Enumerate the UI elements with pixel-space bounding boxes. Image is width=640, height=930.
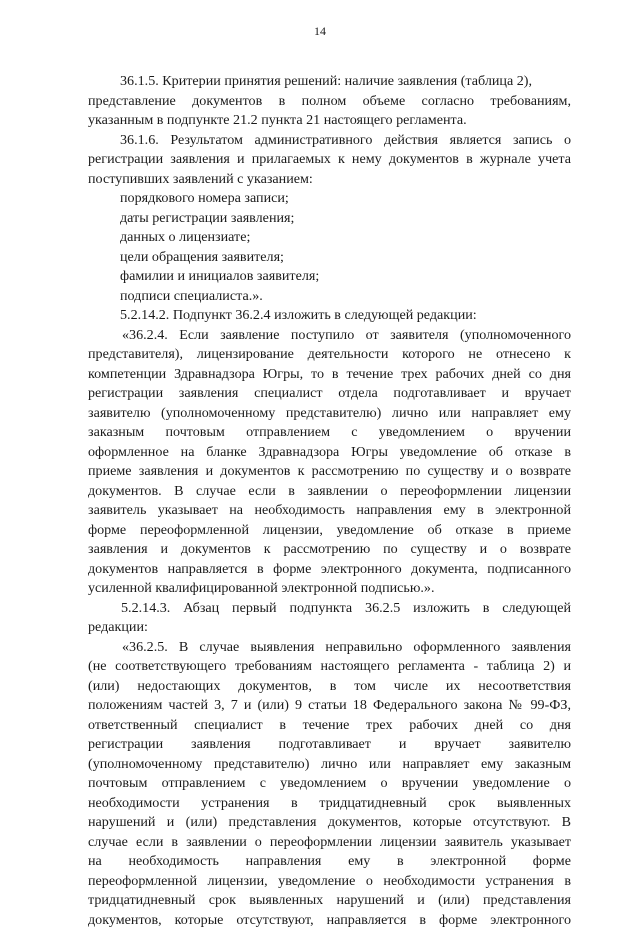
text-line: необходимости устранения в тридцатидневный срок выявленных xyxy=(88,794,571,814)
text-line: форме переоформленной лицензии, уведомление об отказе в приеме xyxy=(88,521,571,541)
text-line: «36.2.4. Если заявление поступило от заявителя (уполномоченного xyxy=(88,326,571,346)
list-item: порядкового номера записи; xyxy=(88,189,571,209)
text-line: регистрации заявления подготавливает и вручает заявителю xyxy=(88,735,571,755)
text-line: поступивших заявлений с указанием: xyxy=(88,170,571,190)
text-line: заявления и документов к рассмотрению по существу и о возврате xyxy=(88,540,571,560)
text-line: переоформленной лицензии, уведомление о необходимости устранения в xyxy=(88,872,571,892)
text-line: регистрации заявления и прилагаемых к нему документов в журнале учета xyxy=(88,150,571,170)
text-line: редакции: xyxy=(88,618,571,638)
text-line: компетенции Здравнадзора Югры, то в течение трех рабочих дней со дня xyxy=(88,365,571,385)
text-line: документов, которые отсутствуют, направляется в форме электронного xyxy=(88,911,571,930)
text-line: регистрации заявления специалист отдела подготавливает и вручает xyxy=(88,384,571,404)
document-body xyxy=(88,72,571,930)
text-line: оформленное на бланке Здравнадзора Югры уведомление об отказе в xyxy=(88,443,571,463)
text-line: почтовым отправлением с уведомлением о вручении уведомление о xyxy=(88,774,571,794)
text-line: на необходимость направления ему в электронной форме xyxy=(88,852,571,872)
text-line: (не соответствующего требованиям настоящего регламента - таблица 2) и xyxy=(88,657,571,677)
text-line: 36.1.5. Критерии принятия решений: наличие заявления (таблица 2), xyxy=(88,72,571,92)
text-line: нарушений и (или) представления документов, которые отсутствуют. В xyxy=(88,813,571,833)
text-line: представление документов в полном объеме согласно требованиям, xyxy=(88,92,571,112)
text-line: (или) недостающих документов, в том числе их несоответствия xyxy=(88,677,571,697)
list-item: цели обращения заявителя; xyxy=(88,248,571,268)
text-line: заявитель указывает на необходимость направления ему в электронной xyxy=(88,501,571,521)
text-line: приеме заявления и документов к рассмотрению по существу и о возврате xyxy=(88,462,571,482)
text-line: заявителю (уполномоченному представителю) лично или направляет ему xyxy=(88,404,571,424)
text-line: 5.2.14.3. Абзац первый подпункта 36.2.5 изложить в следующей xyxy=(88,599,571,619)
text-line: 5.2.14.2. Подпункт 36.2.4 изложить в следующей редакции: xyxy=(88,306,571,326)
text-line: «36.2.5. В случае выявления неправильно оформленного заявления xyxy=(88,638,571,658)
list-item: даты регистрации заявления; xyxy=(88,209,571,229)
text-line: документов. В случае если в заявлении о переоформлении лицензии xyxy=(88,482,571,502)
text-line: (уполномоченному представителю) лично или направляет ему заказным xyxy=(88,755,571,775)
list-item: подписи специалиста.». xyxy=(88,287,571,307)
text-line: 36.1.6. Результатом административного действия является запись о xyxy=(88,131,571,151)
text-line: представителя), лицензирование деятельности которого не отнесено к xyxy=(88,345,571,365)
text-line: случае если в заявлении о переоформлении лицензии заявитель указывает xyxy=(88,833,571,853)
text-line: усиленной квалифицированной электронной подписью.». xyxy=(88,579,571,599)
text-line: положениям частей 3, 7 и (или) 9 статьи 18 Федерального закона № 99-ФЗ, xyxy=(88,696,571,716)
text-line: документов направляется в форме электронного документа, подписанного xyxy=(88,560,571,580)
text-line: ответственный специалист в течение трех рабочих дней со дня xyxy=(88,716,571,736)
list-item: данных о лицензиате; xyxy=(88,228,571,248)
list-item: фамилии и инициалов заявителя; xyxy=(88,267,571,287)
text-line: тридцатидневный срок выявленных нарушений и (или) представления xyxy=(88,891,571,911)
text-line: указанным в подпункте 21.2 пункта 21 настоящего регламента. xyxy=(88,111,571,131)
text-line: заказным почтовым отправлением с уведомлением о вручении xyxy=(88,423,571,443)
page-number: 14 xyxy=(0,24,640,39)
